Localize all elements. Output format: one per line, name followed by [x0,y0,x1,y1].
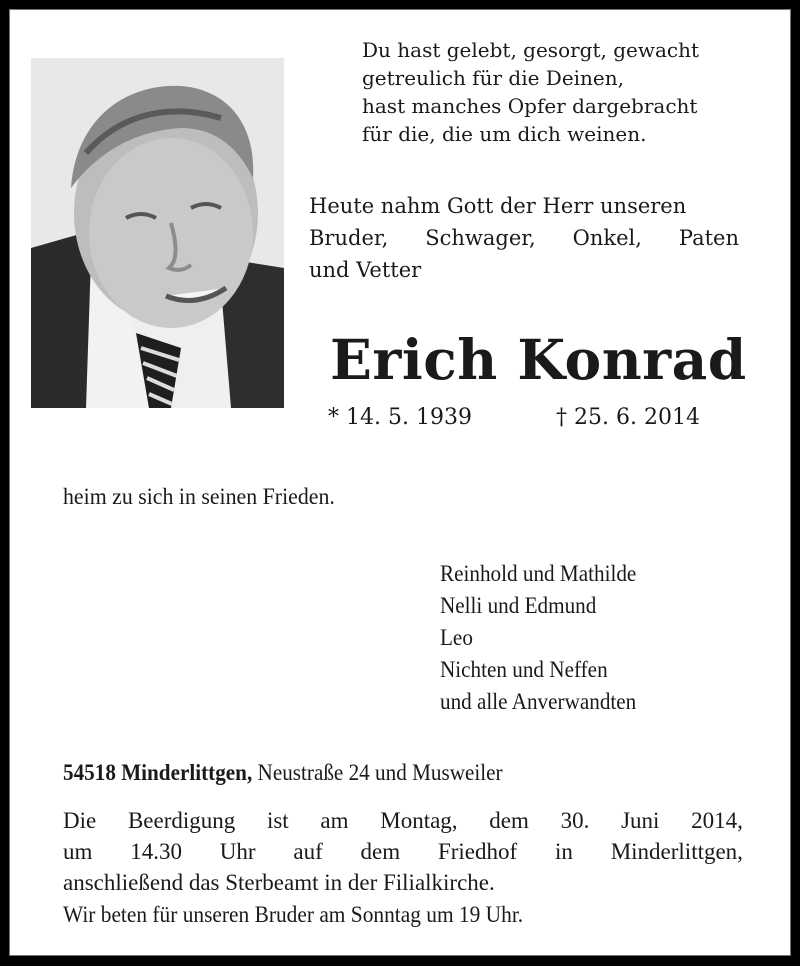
poem-line: für die, die um dich weinen. [362,122,647,146]
birth-date: * 14. 5. 1939 [328,405,472,430]
portrait-image [31,58,284,408]
funeral-word: Uhr [219,839,256,864]
intro-line-3: und Vetter [309,258,422,282]
poem-line: hast manches Opfer dargebracht [362,94,698,118]
intro-line-2 [309,222,739,254]
intro-word: Onkel, [572,226,642,250]
mourner: und alle Anverwandten [440,689,637,714]
funeral-word: um [63,839,93,864]
funeral-word: Montag, [380,808,458,833]
mourner: Nichten und Neffen [440,657,608,682]
funeral-word: Juni [621,808,660,833]
funeral-word: in [555,839,573,864]
funeral-word: 2014, [691,808,743,833]
funeral-word: 30. [560,808,590,833]
funeral-word: Minderlittgen, [610,839,743,864]
funeral-word: Die [63,808,97,833]
closing-line: heim zu sich in seinen Frieden. [63,484,335,509]
intro-line-1: Heute nahm Gott der Herr unseren [309,194,687,218]
mourners-list [440,558,636,718]
funeral-word: Friedhof [437,839,518,864]
funeral-word: dem [489,808,529,833]
obituary-notice [9,9,791,956]
funeral-word: am [320,808,349,833]
funeral-word: auf [293,839,323,864]
funeral-word: ist [266,808,289,833]
intro-word: Paten [678,226,739,250]
funeral-line-1 [63,805,743,836]
poem-line: Du hast gelebt, gesorgt, gewacht [362,38,700,62]
memorial-poem [362,36,699,148]
address-place: 54518 Minderlittgen, [63,760,253,785]
prayer-note: Wir beten für unseren Bruder am Sonntag um 19 Uhr. [63,902,524,927]
funeral-word: 14.30 [130,839,182,864]
funeral-word: Beerdigung [127,808,236,833]
announcement-intro [309,190,739,286]
address-rest: Neustraße 24 und Musweiler [252,760,503,785]
intro-word: Bruder, [309,226,389,250]
deceased-name: Erich Konrad [330,327,747,392]
poem-line: getreulich für die Deinen, [362,66,625,90]
mourner: Leo [440,625,473,650]
address [63,760,503,786]
intro-word: Schwager, [425,226,536,250]
mourner: Nelli und Edmund [440,593,597,618]
death-date: † 25. 6. 2014 [556,405,700,430]
mourner: Reinhold und Mathilde [440,561,637,586]
funeral-line-2 [63,836,743,867]
funeral-line-3: anschließend das Sterbeamt in der Filialkirche. [63,870,495,895]
funeral-details [63,805,743,898]
funeral-word: dem [360,839,401,864]
portrait-photo [31,58,284,408]
